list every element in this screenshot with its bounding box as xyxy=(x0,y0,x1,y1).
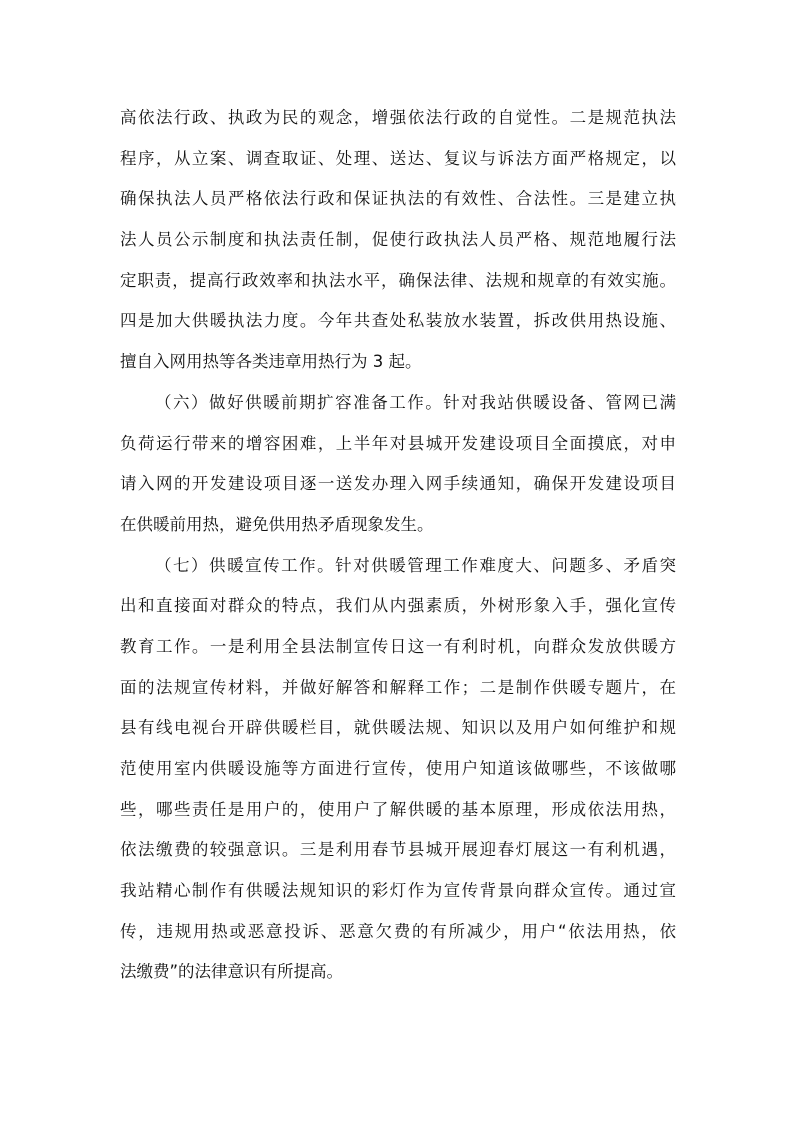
text-line: 些，哪些责任是用户的，使用户了解供暖的基本原理，形成依法用热， xyxy=(120,799,676,819)
text-line: 请入网的开发建设项目逐一送发办理入网手续通知，确保开发建设项目 xyxy=(120,474,676,494)
text-line: 出和直接面对群众的特点，我们从内强素质，外树形象入手，强化宣传 xyxy=(120,596,676,616)
text-line: 高依法行政、执政为民的观念，增强依法行政的自觉性。二是规范执法 xyxy=(120,108,676,127)
text-line: 在供暖前用热，避免供用热矛盾现象发生。 xyxy=(120,514,434,534)
document-body xyxy=(120,102,676,997)
text-line: 擅自入网用热等各类违章用热行为 3 起。 xyxy=(120,352,422,372)
text-line: 程序，从立案、调查取证、处理、送达、复议与诉法方面严格规定，以 xyxy=(120,148,676,168)
text-line: 定职责，提高行政效率和执法水平，确保法律、法规和规章的有效实施。 xyxy=(120,270,676,290)
text-line: （六）做好供暖前期扩容准备工作。针对我站供暖设备、管网已满 xyxy=(155,392,676,412)
text-line: 教育工作。一是利用全县法制宣传日这一有利时机，向群众发放供暖方 xyxy=(120,636,676,656)
text-line: 面的法规宣传材料，并做好解答和解释工作；二是制作供暖专题片，在 xyxy=(120,677,676,697)
text-line: 县有线电视台开辟供暖栏目，就供暖法规、知识以及用户如何维护和规 xyxy=(120,718,676,738)
text-line: 法人员公示制度和执法责任制，促使行政执法人员严格、规范地履行法 xyxy=(120,230,676,250)
text-line: 我站精心制作有供暖法规知识的彩灯作为宣传背景向群众宣传。通过宣 xyxy=(120,881,676,901)
document-page xyxy=(120,102,676,997)
text-line: 法缴费”的法律意识有所提高。 xyxy=(120,962,344,982)
text-line: 四是加大供暖执法力度。今年共查处私装放水装置，拆改供用热设施、 xyxy=(120,311,676,331)
text-line: 依法缴费的较强意识。三是利用春节县城开展迎春灯展这一有利机遇， xyxy=(120,840,676,860)
text-line: 确保执法人员严格依法行政和保证执法的有效性、合法性。三是建立执 xyxy=(120,189,676,209)
text-line: 传，违规用热或恶意投诉、恶意欠费的有所减少，用户“依法用热，依 xyxy=(120,921,676,941)
text-line: 负荷运行带来的增容困难，上半年对县城开发建设项目全面摸底，对申 xyxy=(120,433,676,453)
text-line: 范使用室内供暖设施等方面进行宣传，使用户知道该做哪些，不该做哪 xyxy=(120,759,676,778)
text-line: （七）供暖宣传工作。针对供暖管理工作难度大、问题多、矛盾突 xyxy=(155,555,676,575)
